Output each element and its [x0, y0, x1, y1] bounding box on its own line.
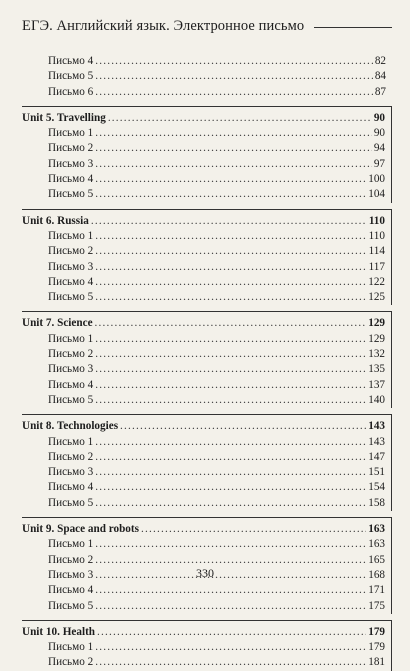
leader-dots: [95, 69, 373, 84]
entry-page: 87: [374, 85, 386, 98]
leader-dots: [95, 450, 366, 465]
leader-dots: [95, 54, 373, 69]
toc-entry-letter: [22, 187, 385, 202]
entry-label: Письмо 4: [48, 55, 94, 67]
leader-dots: [95, 393, 366, 408]
entry-page: 132: [368, 348, 385, 361]
entry-page: 151: [368, 466, 385, 479]
leader-dots: [95, 583, 366, 598]
leader-dots: [108, 111, 372, 126]
leader-dots: [95, 496, 366, 511]
toc-entry-unit: [22, 111, 385, 126]
toc-entry-letter: [22, 126, 385, 141]
entry-label: Письмо 3: [48, 568, 94, 581]
entry-label: Письмо 5: [48, 291, 94, 304]
unit-section: [22, 414, 392, 511]
unit-sections: [22, 106, 392, 671]
leader-dots: [95, 244, 366, 259]
entry-page: 114: [368, 245, 385, 258]
leader-dots: [95, 332, 366, 347]
entry-page: 171: [368, 584, 385, 597]
leader-dots: [97, 625, 366, 640]
entry-page: 143: [368, 420, 385, 433]
toc-entry-letter: [22, 496, 385, 511]
entry-page: 125: [368, 291, 385, 304]
toc-entry-letter: [22, 640, 385, 655]
entry-page: 135: [368, 363, 385, 376]
entry-page: 84: [374, 70, 386, 83]
entry-page: 100: [368, 173, 385, 186]
leader-dots: [95, 480, 366, 495]
unit-section: [22, 106, 392, 203]
entry-page: 143: [368, 435, 385, 448]
entry-label: Письмо 4: [48, 378, 94, 391]
header-title: ЕГЭ. Английский язык. Электронное письмо: [22, 17, 305, 34]
toc-entry-letter: [22, 480, 385, 495]
toc-entry-letter: [22, 172, 385, 187]
entry-page: 90: [373, 111, 385, 124]
entry-page: 137: [368, 378, 385, 391]
leader-dots: [95, 157, 372, 172]
toc-continued-block: [22, 54, 392, 100]
leader-dots: [95, 537, 366, 552]
entry-page: 181: [368, 656, 385, 669]
entry-page: 129: [368, 332, 385, 345]
unit-section: [22, 311, 392, 408]
toc-entry-letter: [22, 362, 385, 377]
entry-page: 158: [368, 496, 385, 509]
entry-label: Unit 7. Science: [22, 317, 93, 330]
toc-entry-letter: [22, 378, 385, 393]
leader-dots: [95, 275, 366, 290]
entry-label: Письмо 3: [48, 260, 94, 273]
toc-entry-letter: [22, 332, 385, 347]
toc-entry-letter: [22, 275, 385, 290]
entry-page: 179: [368, 625, 385, 638]
entry-page: 90: [373, 127, 385, 140]
entry-label: Письмо 1: [48, 229, 94, 242]
leader-dots: [91, 214, 367, 229]
leader-dots: [95, 316, 367, 331]
entry-page: 122: [368, 275, 385, 288]
entry-label: Письмо 4: [48, 275, 94, 288]
leader-dots: [95, 85, 373, 100]
entry-label: Unit 10. Health: [22, 625, 96, 638]
toc-entry-letter: [22, 393, 385, 408]
leader-dots: [95, 126, 372, 141]
entry-page: 94: [373, 142, 385, 155]
entry-label: Unit 9. Space and robots: [22, 523, 139, 536]
leader-dots: [95, 187, 366, 202]
toc-entry-letter: [22, 54, 386, 69]
entry-label: Письмо 3: [48, 466, 94, 479]
toc-entry-unit: [22, 625, 385, 640]
entry-label: Письмо 1: [48, 538, 94, 551]
entry-label: Письмо 5: [48, 599, 94, 612]
entry-page: 168: [368, 568, 385, 581]
entry-label: Письмо 5: [48, 188, 94, 201]
leader-dots: [95, 599, 366, 614]
entry-label: Письмо 3: [48, 363, 94, 376]
leader-dots: [141, 522, 366, 537]
leader-dots: [120, 419, 366, 434]
entry-page: 82: [374, 55, 386, 67]
toc-entry-letter: [22, 69, 386, 84]
entry-page: 117: [368, 260, 385, 273]
entry-label: Письмо 5: [48, 496, 94, 509]
toc-entry-letter: [22, 229, 385, 244]
leader-dots: [95, 141, 372, 156]
toc-entry-unit: [22, 419, 385, 434]
toc-entry-letter: [22, 347, 385, 362]
entry-label: Письмо 4: [48, 584, 94, 597]
entry-label: Unit 5. Travelling: [22, 111, 106, 124]
entry-page: 163: [368, 523, 385, 536]
toc-entry-letter: [22, 157, 385, 172]
leader-dots: [95, 290, 366, 305]
entry-label: Письмо 2: [48, 348, 94, 361]
entry-label: Письмо 1: [48, 127, 94, 140]
toc-entry-unit: [22, 522, 385, 537]
unit-section: [22, 209, 392, 306]
toc-entry-letter: [22, 465, 385, 480]
leader-dots: [95, 378, 366, 393]
entry-label: Unit 6. Russia: [22, 214, 89, 227]
entry-label: Письмо 5: [48, 70, 94, 83]
leader-dots: [95, 362, 366, 377]
entry-page: 163: [368, 538, 385, 551]
running-header: [22, 16, 392, 36]
leader-dots: [95, 172, 366, 187]
unit-section: [22, 620, 392, 671]
toc-entry-letter: [22, 450, 385, 465]
toc-entry-letter: [22, 290, 385, 305]
entry-label: Письмо 2: [48, 656, 94, 669]
toc-entry-letter: [22, 537, 385, 552]
leader-dots: [95, 347, 366, 362]
entry-label: Письмо 4: [48, 481, 94, 494]
toc-entry-letter: [22, 244, 385, 259]
entry-page: 110: [368, 214, 385, 227]
entry-label: Письмо 2: [48, 142, 94, 155]
entry-label: Письмо 1: [48, 435, 94, 448]
entry-page: 110: [368, 229, 385, 242]
toc-entry-letter: [22, 435, 385, 450]
leader-dots: [95, 260, 366, 275]
entry-page: 179: [368, 641, 385, 654]
toc-entry-letter: [22, 260, 385, 275]
toc-entry-letter: [22, 599, 385, 614]
leader-dots: [95, 435, 366, 450]
entry-label: Письмо 5: [48, 393, 94, 406]
entry-page: 154: [368, 481, 385, 494]
entry-label: Письмо 2: [48, 245, 94, 258]
entry-label: Письмо 1: [48, 641, 94, 654]
leader-dots: [95, 655, 366, 670]
entry-label: Письмо 1: [48, 332, 94, 345]
leader-dots: [95, 465, 366, 480]
entry-label: Письмо 2: [48, 553, 94, 566]
toc-entry-letter: [22, 85, 386, 100]
entry-page: 97: [373, 157, 385, 170]
header-rule: [314, 27, 392, 28]
entry-page: 140: [368, 393, 385, 406]
entry-page: 175: [368, 599, 385, 612]
entry-label: Письмо 6: [48, 85, 94, 98]
entry-page: 165: [368, 553, 385, 566]
entry-page: 129: [368, 317, 385, 330]
toc-entry-letter: [22, 655, 385, 670]
entry-page: 104: [368, 188, 385, 201]
entry-label: Unit 8. Technologies: [22, 420, 119, 433]
leader-dots: [95, 229, 366, 244]
toc-entry-unit: [22, 316, 385, 331]
leader-dots: [95, 640, 366, 655]
entry-page: 147: [368, 450, 385, 463]
toc-entry-unit: [22, 214, 385, 229]
entry-label: Письмо 3: [48, 157, 94, 170]
page-number: 330: [196, 566, 214, 580]
entry-label: Письмо 2: [48, 450, 94, 463]
entry-label: Письмо 4: [48, 173, 94, 186]
toc-entry-letter: [22, 141, 385, 156]
toc-entry-letter: [22, 583, 385, 598]
